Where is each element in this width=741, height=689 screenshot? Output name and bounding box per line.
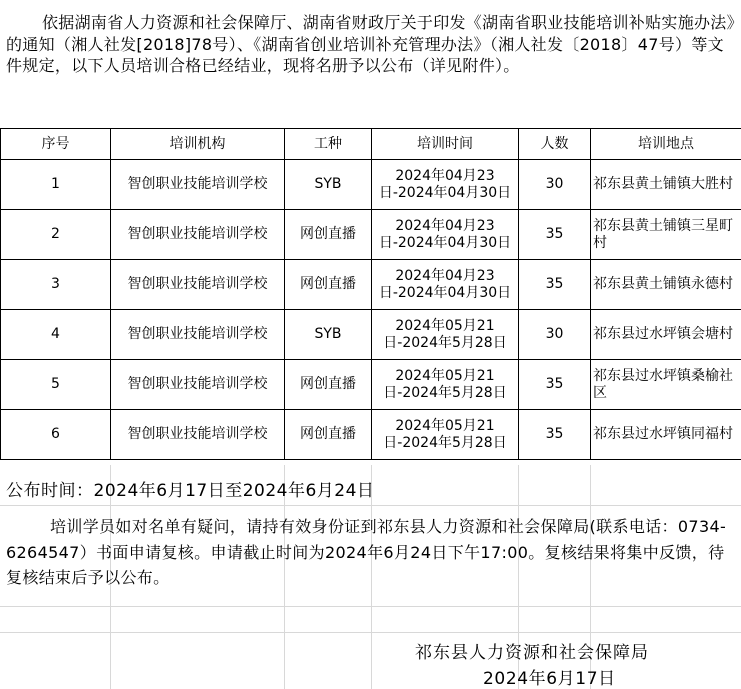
gridline-row-2: [0, 606, 741, 607]
table-row: [1, 260, 741, 310]
gridline-row-3: [0, 632, 741, 633]
notice-text: 培训学员如对名单有疑问，请持有效身份证到祁东县人力资源和社会保障局(联系电话：0734-6264547）书面申请复核。申请截止时间为2024年6月24日下午17:00。复核结果将集中反馈，待复核结束后予以公布。: [6, 517, 727, 587]
cell-count: 35: [519, 360, 591, 410]
table-row: [1, 410, 741, 460]
cell-count: 35: [519, 410, 591, 460]
training-roster-table: [0, 128, 741, 460]
table-row: [1, 160, 741, 210]
header-count: 人数: [519, 129, 591, 160]
intro-paragraph: [0, 0, 741, 128]
table-header-row: [1, 129, 741, 160]
table-row: [1, 360, 741, 410]
cell-no: 6: [1, 410, 111, 460]
issue-date: 2024年6月17日: [483, 669, 616, 689]
cell-org: 智创职业技能培训学校: [111, 360, 285, 410]
cell-trade: SYB: [285, 160, 372, 210]
cell-org: 智创职业技能培训学校: [111, 160, 285, 210]
publication-period: [6, 480, 374, 502]
cell-no: 2: [1, 210, 111, 260]
cell-no: 1: [1, 160, 111, 210]
cell-trade: 网创直播: [285, 410, 372, 460]
cell-count: 30: [519, 310, 591, 360]
cell-org: 智创职业技能培训学校: [111, 410, 285, 460]
review-notice: [6, 514, 734, 591]
gridline-row-1: [0, 505, 741, 506]
header-trade: 工种: [285, 129, 372, 160]
cell-org: 智创职业技能培训学校: [111, 210, 285, 260]
cell-location: 祁东县过水坪镇桑榆社区: [591, 360, 741, 410]
cell-count: 35: [519, 260, 591, 310]
table-row: [1, 310, 741, 360]
cell-location: 祁东县黄土铺镇永德村: [591, 260, 741, 310]
cell-no: 3: [1, 260, 111, 310]
cell-time: 2024年05月21日-2024年5月28日: [372, 310, 519, 360]
cell-time: 2024年04月23日-2024年04月30日: [372, 260, 519, 310]
cell-trade: 网创直播: [285, 260, 372, 310]
cell-no: 4: [1, 310, 111, 360]
cell-trade: 网创直播: [285, 360, 372, 410]
cell-time: 2024年04月23日-2024年04月30日: [372, 210, 519, 260]
cell-location: 祁东县过水坪镇会塘村: [591, 310, 741, 360]
publication-label: 公布时间：: [6, 481, 94, 501]
cell-time: 2024年05月21日-2024年5月28日: [372, 410, 519, 460]
intro-text: 依据湖南省人力资源和社会保障厅、湖南省财政厅关于印发《湖南省职业技能培训补贴实施办法》的通知（湘人社发[2018]78号）、《湖南省创业培训补充管理办法》（湘人社发〔2018〕47号）等文件规定，以下人员培训合格已经结业，现将名册予以公布（详见附件）。: [6, 13, 735, 75]
cell-org: 智创职业技能培训学校: [111, 310, 285, 360]
cell-location: 祁东县黄土铺镇大胜村: [591, 160, 741, 210]
issuer-name: 祁东县人力资源和社会保障局: [415, 643, 649, 663]
header-org: 培训机构: [111, 129, 285, 160]
header-location: 培训地点: [591, 129, 741, 160]
cell-trade: SYB: [285, 310, 372, 360]
cell-time: 2024年05月21日-2024年5月28日: [372, 360, 519, 410]
cell-count: 30: [519, 160, 591, 210]
publication-value: 2024年6月17日至2024年6月24日: [93, 481, 375, 501]
header-no: 序号: [1, 129, 111, 160]
cell-location: 祁东县过水坪镇同福村: [591, 410, 741, 460]
cell-count: 35: [519, 210, 591, 260]
cell-location: 祁东县黄土铺镇三星町村: [591, 210, 741, 260]
cell-trade: 网创直播: [285, 210, 372, 260]
table-row: [1, 210, 741, 260]
cell-no: 5: [1, 360, 111, 410]
cell-org: 智创职业技能培训学校: [111, 260, 285, 310]
cell-time: 2024年04月23日-2024年04月30日: [372, 160, 519, 210]
header-time: 培训时间: [372, 129, 519, 160]
